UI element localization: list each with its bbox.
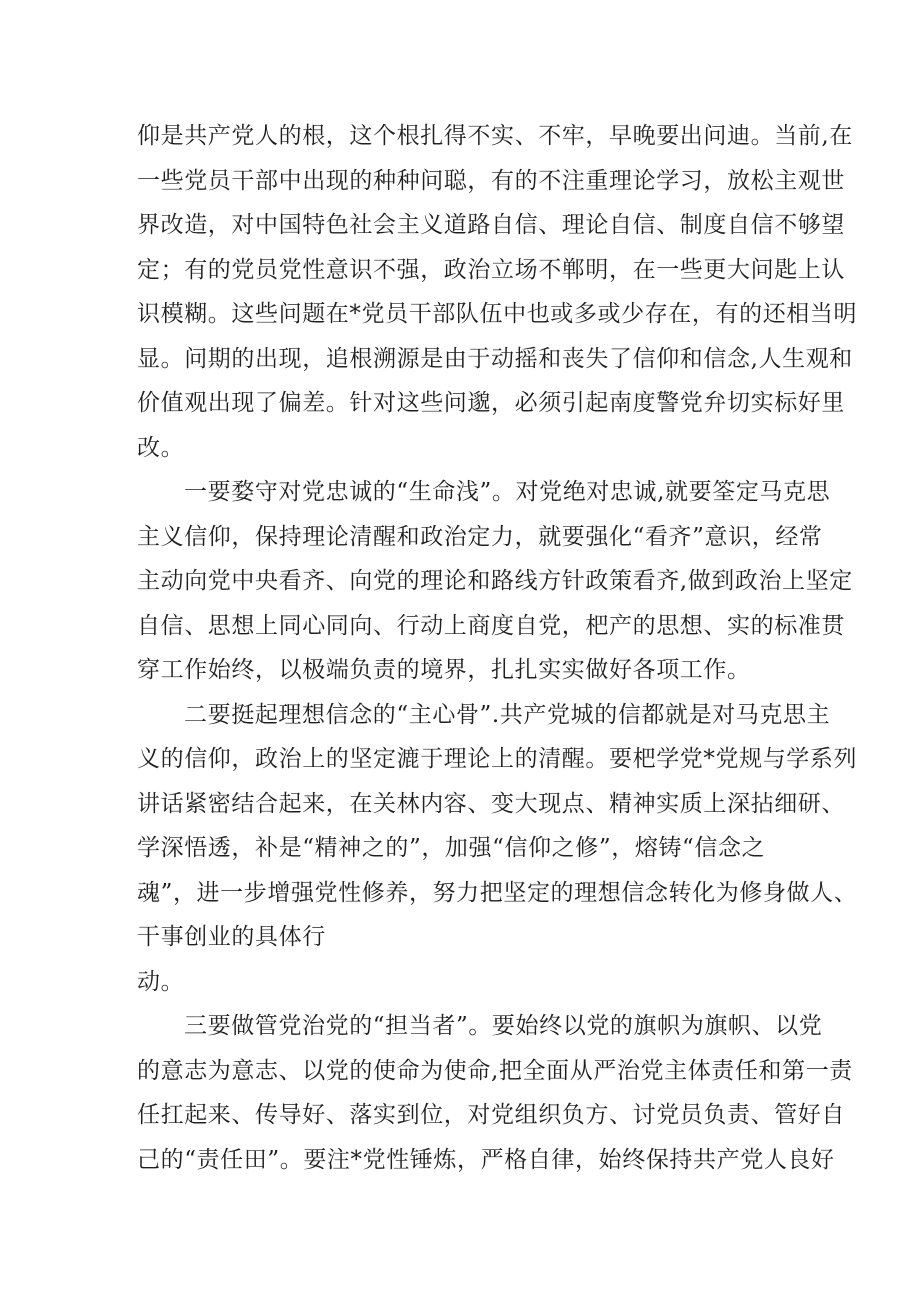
text-line: 己的“责任田”。要注*党性锤炼，严格自律，始终保持共产党人良好 [137,1146,835,1173]
text-line: 干事创业的具体行 [137,924,326,950]
text-line: 义的信仰，政治上的坚定漉于理论上的清醒。要杷学党*党规与学系列 [137,746,858,772]
text-line: 学深悟透，补是“精神之的”，加强“信仰之修”，熔铸“信念之 [137,835,766,861]
text-line: 一要婺守对党忠诚的“生命浅”。对党绝对忠诚,就要筌定马克思 [184,479,831,505]
text-line: 一些党员干部中出现的种种问聪，有的不注重理论学习，放松主观世 [137,167,845,194]
text-line: 显。问期的出现，追根溯源是由于动摇和丧失了信仰和信念,人生观和 [137,345,853,372]
text-line: 仰是共产党人的根，这个根扎得不实、不牢，早晚要出问迪。当前,在 [137,123,853,149]
text-line: 二要挺起理想信念的“主心骨”.共产党城的信都就是对马克思主 [184,701,831,728]
text-line: 价值观出现了偏差。针对这些问邈，必须引起南度警党弁切实标好里 [137,390,845,416]
text-line: 魂”，进一步增强党性修养，努力把坚定的理想信念转化为修身做人、 [137,879,858,906]
text-line: 穿工作始终，以极端负责的境界，扎扎实实做好各项工作。 [137,657,751,683]
text-line: 三要做管党治党的“担当者”。要始终以党的旗帜为旗帜、以党 [184,1013,823,1039]
text-line: 讲话紧密结合起来，在关林内容、变大现点、精神实质上深拈细研、 [137,790,845,817]
document-body [137,114,858,1182]
text-line: 改。 [137,434,185,461]
paragraph-2 [137,470,853,693]
paragraph-1 [137,114,858,470]
text-line: 界改造，对中国特色社会主义道路自信、理论自信、制度自信不够望 [137,212,845,238]
text-line: 的意志为意志、以党的使命为使命,把全面从严治党主体责任和第一责 [137,1057,853,1084]
text-line: 主义信仰，保持理论清醒和政治定力，就要强化“看齐”意识，经常 [137,523,823,550]
text-line: 任扛起来、传导好、落实到位，对党组织负方、讨党员负责、管好自 [137,1102,845,1128]
paragraph-4 [137,1004,853,1182]
text-line: 定；有的党员党性意识不强，政治立场不郸明，在一些更大问匙上认 [137,256,845,283]
text-line: 自信、思想上同心同向、行动上商度自党，杷产的思想、实的标准贯 [137,612,845,639]
text-line: 主动向党中央看齐、向党的理论和路线方针政策看齐,做到政治上坚定 [137,568,853,594]
text-line: 动。 [137,968,185,995]
paragraph-3 [137,693,858,1005]
text-line: 识模糊。这些问题在*党员干部队伍中也或多或少存在，有的还相当明 [137,301,858,327]
